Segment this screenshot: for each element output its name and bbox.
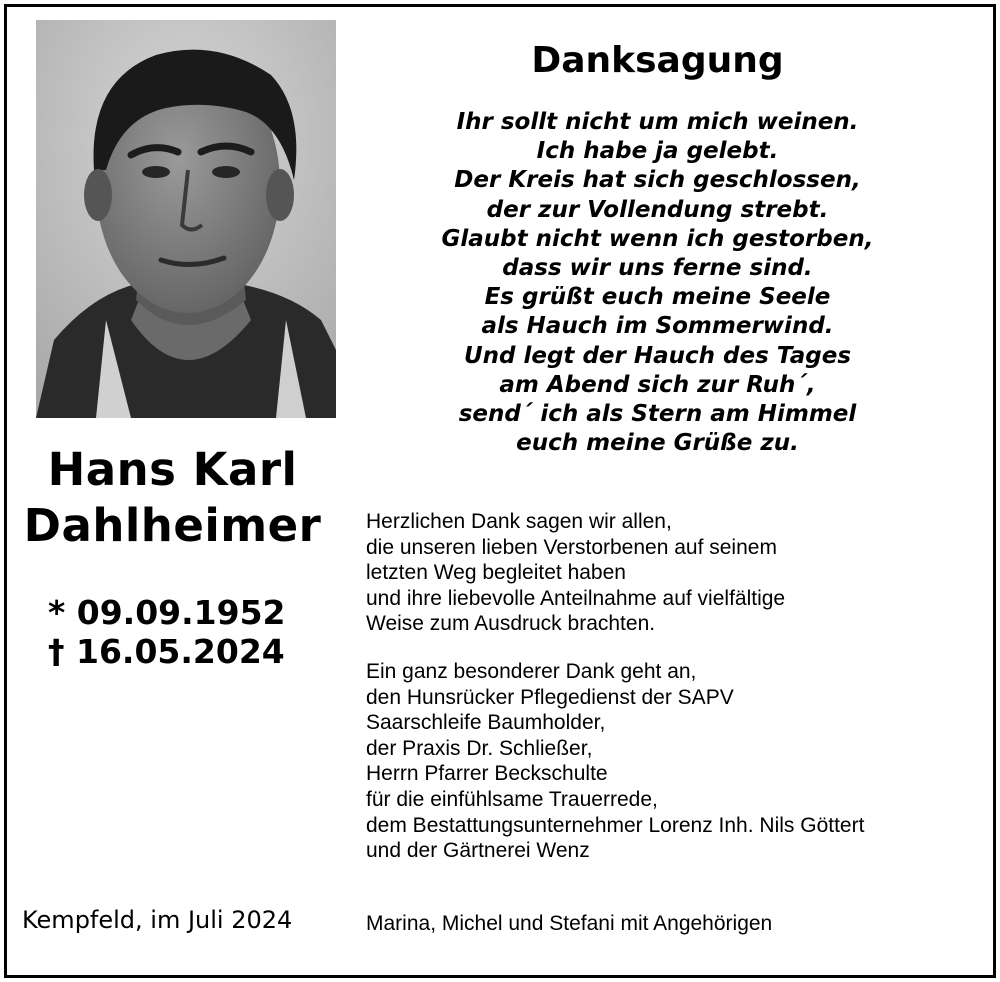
- family-signature: Marina, Michel und Stefani mit Angehörigen: [366, 912, 773, 935]
- poem-line: Der Kreis hat sich geschlossen,: [454, 167, 861, 194]
- poem-line: Es grüßt euch meine Seele: [484, 284, 831, 311]
- thanks-line: Weise zum Ausdruck brachten.: [366, 612, 656, 636]
- thanks-line: für die einfühlsame Trauerrede,: [366, 787, 658, 811]
- deceased-first-names: Hans Karl: [47, 443, 298, 496]
- portrait-photo: [36, 20, 336, 418]
- thanks-line: Herrn Pfarrer Beckschulte: [366, 762, 608, 786]
- death-date: † 16.05.2024: [48, 632, 285, 671]
- poem-line: als Hauch im Sommerwind.: [481, 313, 834, 340]
- thanks-line: und der Gärtnerei Wenz: [366, 839, 590, 863]
- thanks-line: und ihre liebevolle Anteilnahme auf vielfältige: [366, 586, 786, 610]
- thanks-line: der Praxis Dr. Schließer,: [366, 736, 593, 760]
- thanks-line: die unseren lieben Verstorbenen auf seinem: [366, 535, 777, 559]
- memorial-poem: [420, 108, 895, 458]
- deceased-last-name: Dahlheimer: [23, 499, 322, 552]
- poem-line: dass wir uns ferne sind.: [502, 255, 813, 282]
- thanks-paragraph-general: [366, 509, 785, 637]
- thanks-line: Saarschleife Baumholder,: [366, 711, 606, 735]
- place-and-date: Kempfeld, im Juli 2024: [22, 906, 293, 934]
- thanks-line: den Hunsrücker Pflegedienst der SAPV: [366, 685, 734, 709]
- thanks-paragraph-special: [366, 659, 864, 864]
- notice-heading: Danksagung: [531, 40, 784, 81]
- thanks-line: letzten Weg begleitet haben: [366, 561, 626, 585]
- thanks-line: Ein ganz besonderer Dank geht an,: [366, 660, 697, 683]
- poem-line: Ich habe ja gelebt.: [536, 138, 779, 165]
- portrait-image: [36, 20, 336, 418]
- poem-line: Und legt der Hauch des Tages: [463, 342, 852, 369]
- poem-line: der zur Vollendung strebt.: [486, 196, 829, 223]
- thanks-line: dem Bestattungsunternehmer Lorenz Inh. Nils Göttert: [366, 813, 865, 837]
- poem-line: Glaubt nicht wenn ich gestorben,: [441, 225, 874, 252]
- thanks-line: Herzlichen Dank sagen wir allen,: [366, 510, 672, 533]
- poem-line: euch meine Grüße zu.: [516, 430, 799, 457]
- poem-line: Ihr sollt nicht um mich weinen.: [456, 109, 859, 135]
- poem-line: send´ ich als Stern am Himmel: [458, 401, 857, 428]
- poem-line: am Abend sich zur Ruh´,: [499, 371, 816, 398]
- birth-date: * 09.09.1952: [48, 593, 286, 632]
